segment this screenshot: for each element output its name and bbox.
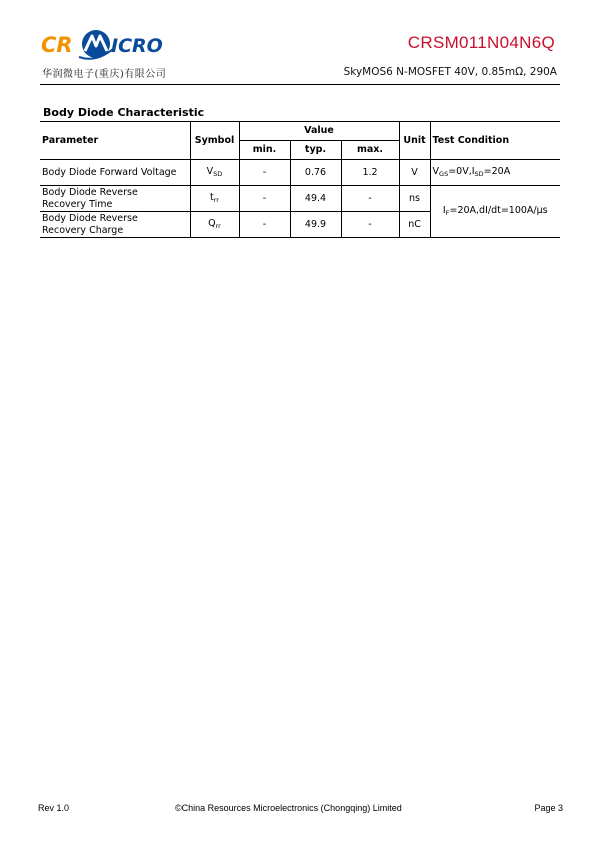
header-test-condition: Test Condition xyxy=(430,122,560,160)
unit-cell: ns xyxy=(399,186,430,212)
svg-text:ICRO: ICRO xyxy=(111,35,163,57)
test-condition-cell: $V_{GS}=0V,I_{SD}=20A$ xyxy=(430,160,560,186)
header-typ: typ. xyxy=(290,141,341,160)
table-row xyxy=(40,186,560,212)
company-logo xyxy=(41,27,171,63)
section-title: Body Diode Characteristic xyxy=(43,106,205,119)
header-parameter: Parameter xyxy=(40,122,190,160)
max-cell: - xyxy=(341,212,399,238)
table-row xyxy=(40,160,560,186)
header-unit: Unit xyxy=(399,122,430,160)
part-description: SkyMOS6 N-MOSFET 40V, 0.85mΩ, 290A xyxy=(343,66,557,78)
test-condition-cell: $I_F=20A,dI/dt=100A/\mu s$ xyxy=(430,186,560,238)
min-cell: - xyxy=(239,186,290,212)
parameter-cell: Body Diode Reverse Recovery Time xyxy=(40,186,190,212)
header-min: min. xyxy=(239,141,290,160)
symbol-cell: $t_{rr}$ xyxy=(190,186,239,212)
body-diode-table xyxy=(40,121,560,238)
header-max: max. xyxy=(341,141,399,160)
header-value: Value xyxy=(239,122,399,141)
parameter-cell: Body Diode Forward Voltage xyxy=(40,160,190,186)
part-number: CRSM011N04N6Q xyxy=(407,33,555,52)
svg-text:CR: CR xyxy=(41,33,73,57)
typ-cell: 49.4 xyxy=(290,186,341,212)
max-cell: - xyxy=(341,186,399,212)
symbol-cell: $V_{SD}$ xyxy=(190,160,239,186)
typ-cell: 49.9 xyxy=(290,212,341,238)
min-cell: - xyxy=(239,160,290,186)
symbol-cell: $Q_{rr}$ xyxy=(190,212,239,238)
parameter-cell: Body Diode Reverse Recovery Charge xyxy=(40,212,190,238)
min-cell: - xyxy=(239,212,290,238)
footer-revision: Rev 1.0 xyxy=(38,803,70,813)
company-name-chinese: 华润微电子(重庆)有限公司 xyxy=(42,69,167,80)
footer-copyright: ©China Resources Microelectronics (Chongqing) Limited xyxy=(175,803,402,813)
header-divider xyxy=(40,84,560,85)
header-symbol: Symbol xyxy=(190,122,239,160)
footer-page-number: Page 3 xyxy=(534,803,563,813)
unit-cell: V xyxy=(399,160,430,186)
typ-cell: 0.76 xyxy=(290,160,341,186)
max-cell: 1.2 xyxy=(341,160,399,186)
unit-cell: nC xyxy=(399,212,430,238)
